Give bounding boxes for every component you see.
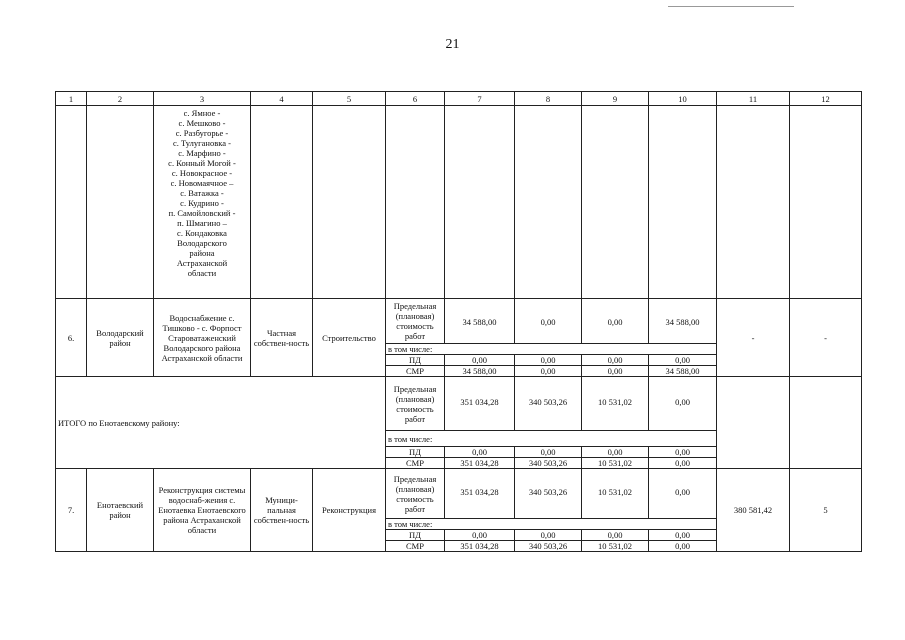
value-cell: 0,00: [582, 366, 649, 377]
header-cell: 9: [582, 92, 649, 106]
value-cell: 10 531,02: [582, 377, 649, 431]
header-cell: 7: [445, 92, 515, 106]
table-row: [56, 106, 862, 299]
cost-label: Предельная (плановая) стоимость работ: [386, 299, 445, 344]
value-cell: 0,00: [582, 355, 649, 366]
value-cell: 0,00: [649, 541, 717, 552]
value-cell: 0,00: [649, 530, 717, 541]
row-number: 6.: [56, 299, 87, 377]
row-number: 7.: [56, 469, 87, 552]
value-cell: 34 588,00: [649, 366, 717, 377]
smr-label: СМР: [386, 541, 445, 552]
total-label: ИТОГО по Енотаевскому району:: [56, 377, 386, 469]
header-cell: 2: [87, 92, 154, 106]
value-cell: 0,00: [445, 530, 515, 541]
object-cell: Реконструкция системы водоснаб-жения с. Енотаевка Енотаевского района Астраханской области: [154, 469, 251, 552]
page-number: 21: [445, 37, 460, 52]
value-cell: 351 034,28: [445, 541, 515, 552]
value-cell: 34 588,00: [649, 299, 717, 344]
value-cell: 340 503,26: [515, 458, 582, 469]
header-cell: 1: [56, 92, 87, 106]
cost-label: Предельная (плановая) стоимость работ: [386, 469, 445, 519]
villages-list: с. Ямное - с. Мешково - с. Разбугорье - с. Тулугановка - с. Марфино - с. Конный Могой - с. Новокрасное - с. Новомаячное – с. Ватажка - с. Кудрино - п. Самойловский - п. Шмагино – с. Кондаковка Володарского района Астраханской области: [154, 106, 251, 299]
top-rule: [668, 6, 794, 7]
value-cell: 340 503,26: [515, 469, 582, 519]
incl-label: в том числе:: [386, 519, 717, 530]
district-cell: Володарский район: [87, 299, 154, 377]
header-cell: 8: [515, 92, 582, 106]
smr-label: СМР: [386, 458, 445, 469]
work-type-cell: Реконструкция: [313, 469, 386, 552]
value-cell: 351 034,28: [445, 469, 515, 519]
header-cell: 11: [717, 92, 790, 106]
value-cell: 0,00: [515, 355, 582, 366]
table-row: [56, 377, 862, 431]
ownership-cell: Муници-пальная собствен-ность: [251, 469, 313, 552]
value-cell: 340 503,26: [515, 541, 582, 552]
pd-label: ПД: [386, 530, 445, 541]
header-cell: 5: [313, 92, 386, 106]
value-cell: 34 588,00: [445, 299, 515, 344]
value-cell: 0,00: [649, 469, 717, 519]
value-cell: 0,00: [515, 447, 582, 458]
value-cell: 0,00: [582, 299, 649, 344]
value-cell: 10 531,02: [582, 469, 649, 519]
value-cell: 0,00: [649, 458, 717, 469]
header-cell: 12: [790, 92, 862, 106]
value-cell: 0,00: [445, 355, 515, 366]
incl-label: в том числе:: [386, 344, 717, 355]
value-cell: 10 531,02: [582, 541, 649, 552]
smr-label: СМР: [386, 366, 445, 377]
value-cell: 0,00: [515, 299, 582, 344]
value-cell: 351 034,28: [445, 458, 515, 469]
value-cell: 0,00: [445, 447, 515, 458]
value-cell: 0,00: [649, 447, 717, 458]
value-cell: 380 581,42: [717, 469, 790, 552]
value-cell: 34 588,00: [445, 366, 515, 377]
value-cell: 340 503,26: [515, 377, 582, 431]
header-cell: 6: [386, 92, 445, 106]
object-cell: Водоснабжение с. Тишково - с. Форпост Староватаженский Володарского района Астраханской области: [154, 299, 251, 377]
data-table: [55, 91, 862, 552]
header-cell: 10: [649, 92, 717, 106]
cost-label: Предельная (плановая) стоимость работ: [386, 377, 445, 431]
header-row: [56, 92, 862, 106]
pd-label: ПД: [386, 447, 445, 458]
incl-label: в том числе:: [386, 431, 717, 447]
table-row: [56, 469, 862, 519]
district-cell: Енотаевский район: [87, 469, 154, 552]
value-cell: 351 034,28: [445, 377, 515, 431]
value-cell: 10 531,02: [582, 458, 649, 469]
value-cell: 0,00: [582, 447, 649, 458]
ownership-cell: Частная собствен-ность: [251, 299, 313, 377]
value-cell: 0,00: [649, 377, 717, 431]
value-cell: 0,00: [515, 366, 582, 377]
value-cell: 0,00: [649, 355, 717, 366]
pd-label: ПД: [386, 355, 445, 366]
work-type-cell: Строительство: [313, 299, 386, 377]
value-cell: 0,00: [582, 530, 649, 541]
value-cell: -: [717, 299, 790, 377]
table-row: [56, 299, 862, 344]
header-cell: 3: [154, 92, 251, 106]
value-cell: -: [790, 299, 862, 377]
value-cell: 5: [790, 469, 862, 552]
header-cell: 4: [251, 92, 313, 106]
value-cell: 0,00: [515, 530, 582, 541]
